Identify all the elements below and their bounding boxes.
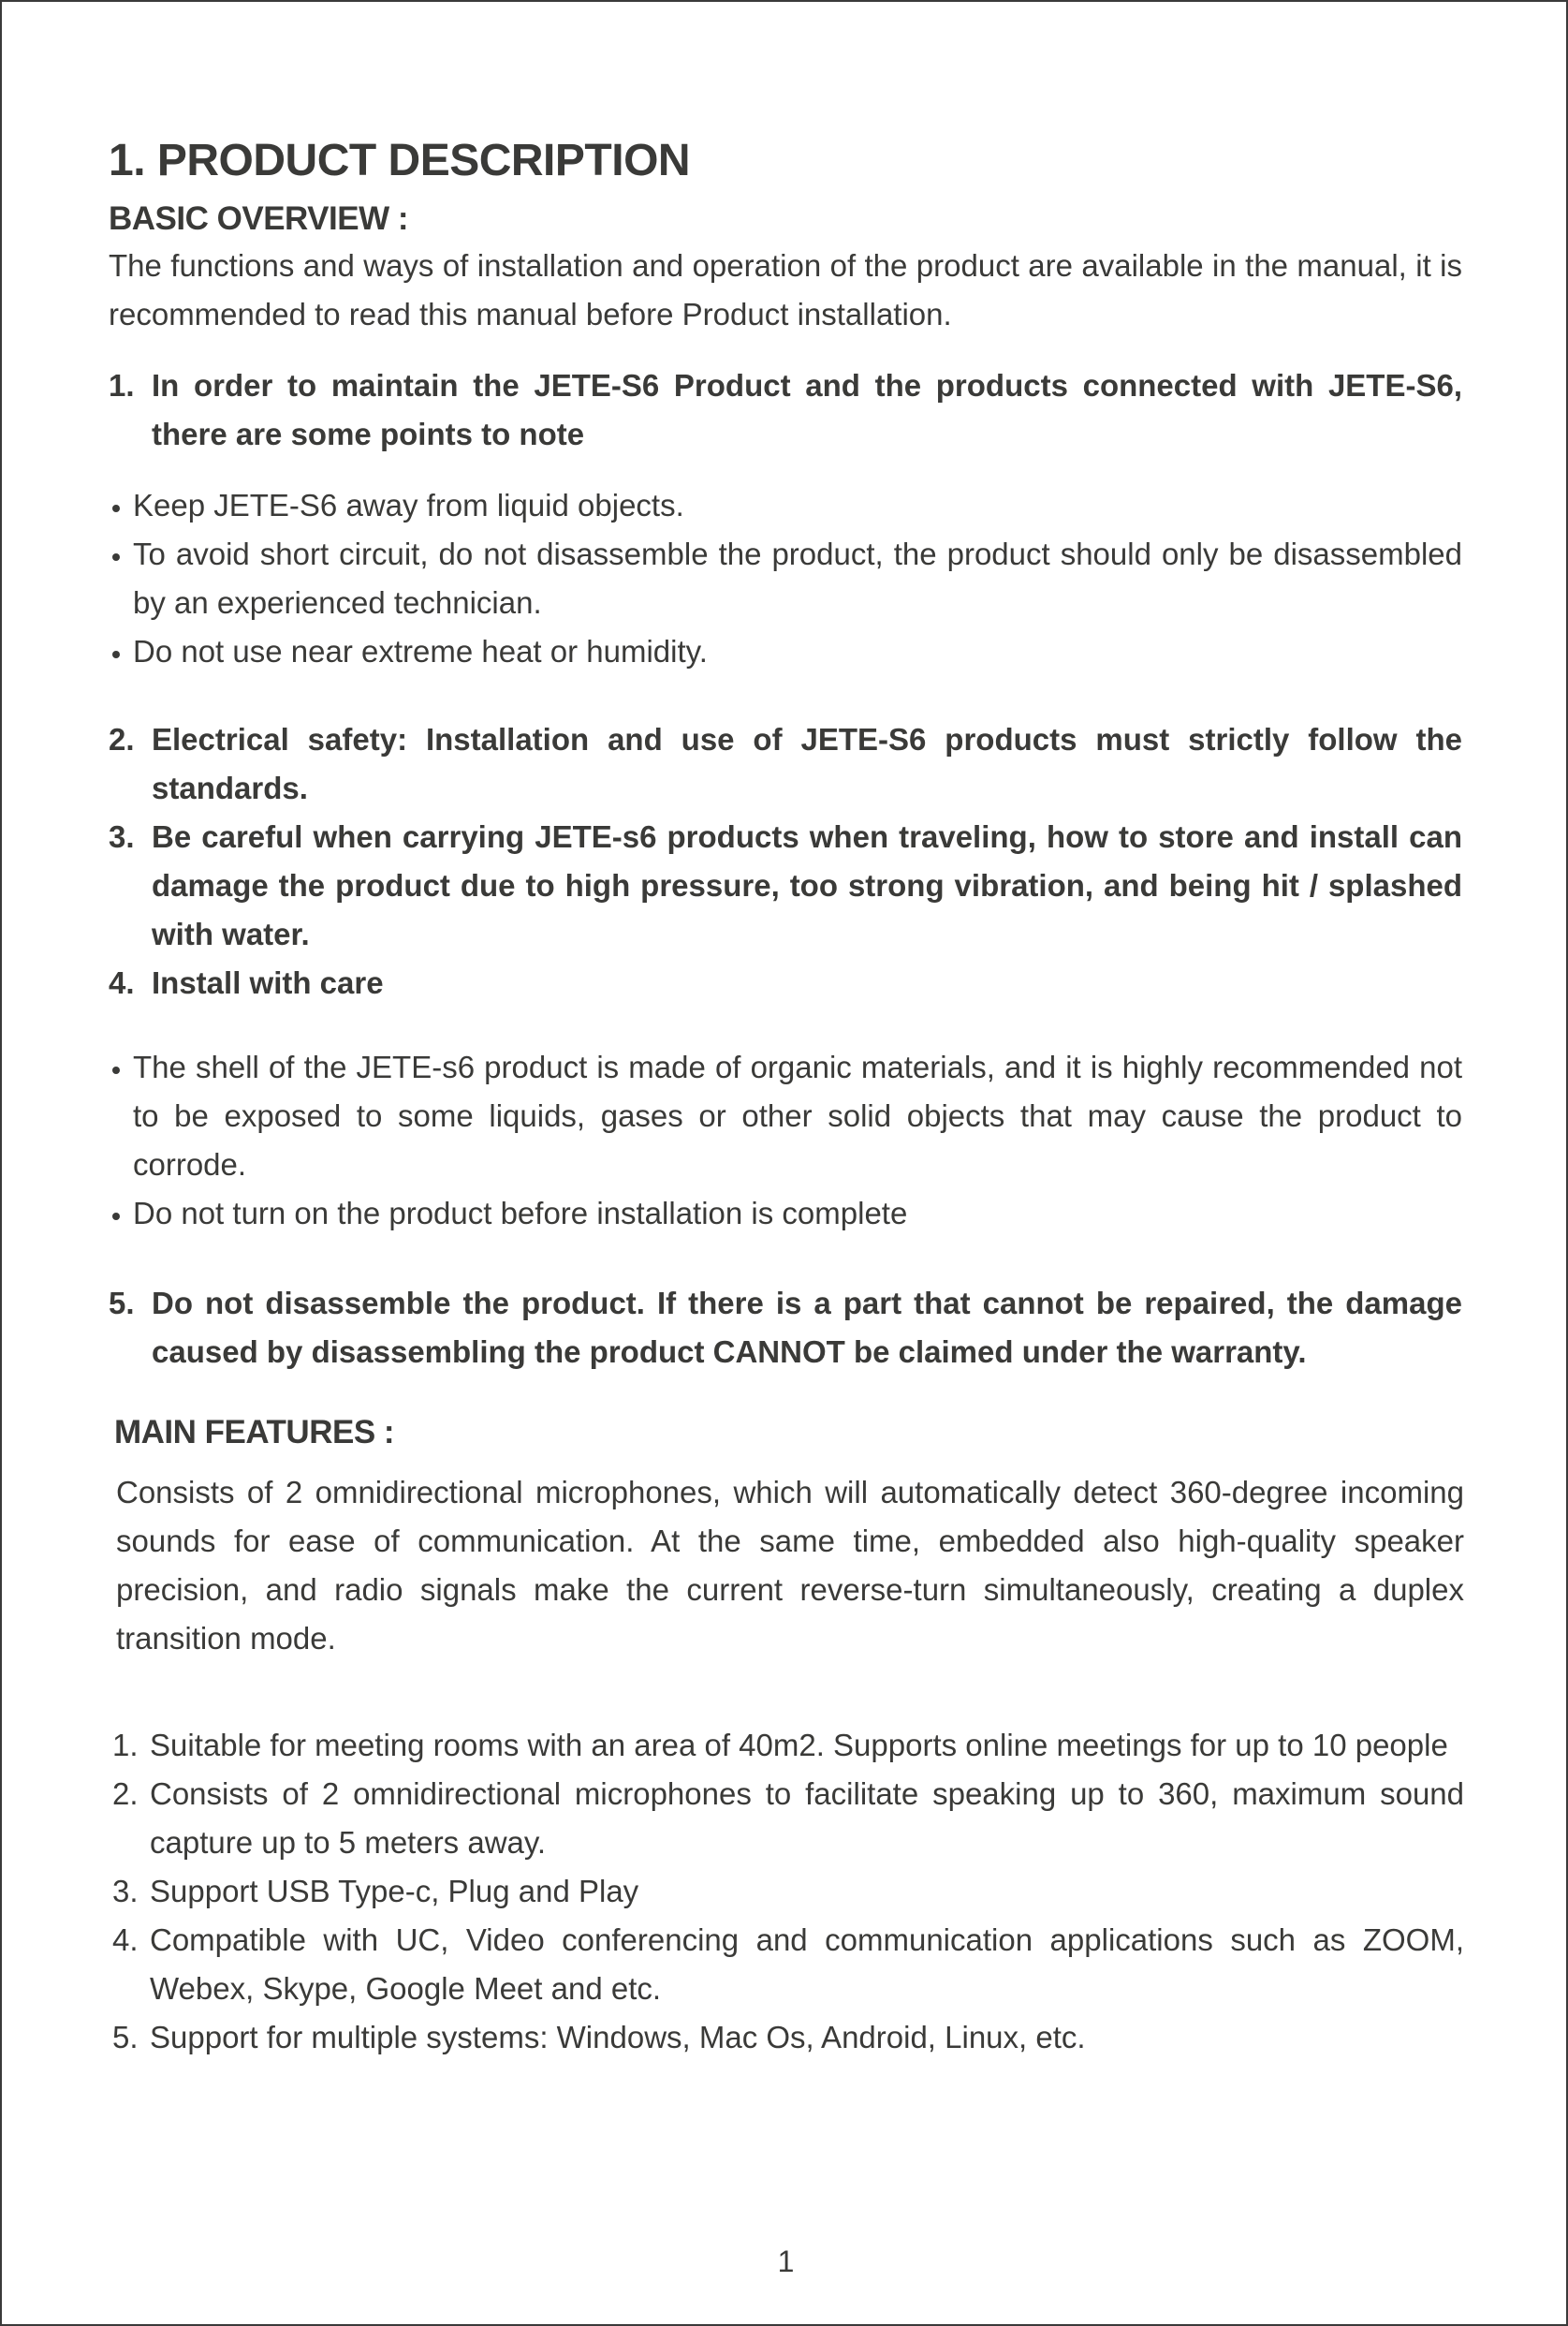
bullet-text: The shell of the JETE-s6 product is made of organic materials, and it is highly recommended not to be exposed to some liquids, gases or other solid objects that may cause the product to corrode. — [133, 1050, 1462, 1182]
overview-point-5 — [109, 1279, 1462, 1376]
feature-text: Support USB Type-c, Plug and Play — [150, 1874, 639, 1908]
bullet-icon — [109, 1189, 133, 1238]
bullet-item — [109, 1189, 1462, 1238]
point-number: 4. — [109, 965, 135, 1000]
point-text: Be careful when carrying JETE-s6 products when traveling, how to store and install can damage the product due to high pressure, too strong vibration, and being hit / splashed with water. — [152, 819, 1462, 951]
overview-point-4 — [109, 959, 1462, 1008]
point-number: 5. — [109, 1286, 135, 1320]
point-text: Do not disassemble the product. If there is a part that cannot be repaired, the damage caused by disassembling the product CANNOT be claimed under the warranty. — [152, 1286, 1462, 1369]
feature-text: Compatible with UC, Video conferencing and communication applications such as ZOOM, Webex, Skype, Google Meet and etc. — [150, 1922, 1464, 2006]
bullet-item — [109, 627, 1462, 676]
point-text: Install with care — [152, 965, 384, 1000]
feature-number: 5. — [112, 2020, 139, 2054]
bullet-item — [109, 1043, 1462, 1189]
bullet-text: Do not turn on the product before installation is complete — [133, 1196, 908, 1230]
section-title: 1. PRODUCT DESCRIPTION — [109, 136, 691, 185]
overview-point-2 — [109, 715, 1462, 813]
feature-item — [112, 1916, 1464, 2013]
feature-number: 4. — [112, 1922, 139, 1957]
main-features-intro: Consists of 2 omnidirectional microphones, which will automatically detect 360-degree incoming sounds for ease of communication. At the same time, embedded also high-quality speaker precision, and radio signals make the current reverse-turn simultaneously, creating a duplex transition mode. — [116, 1475, 1464, 1656]
point-text: Electrical safety: Installation and use of JETE-S6 products must strictly follow the standards. — [152, 722, 1462, 805]
feature-item — [112, 1770, 1464, 1867]
bullet-icon — [109, 627, 133, 676]
overview-point-3 — [109, 813, 1462, 959]
basic-overview-intro: The functions and ways of installation and operation of the product are available in the manual, it is recommended to read this manual before Product installation. — [109, 248, 1462, 331]
point-number: 3. — [109, 819, 135, 854]
feature-item — [112, 1867, 1464, 1916]
feature-number: 1. — [112, 1728, 139, 1762]
main-features-heading: MAIN FEATURES : — [114, 1414, 395, 1450]
feature-item — [112, 1721, 1464, 1770]
bullet-text: To avoid short circuit, do not disassemble the product, the product should only be disassembled by an experienced technician. — [133, 537, 1462, 620]
point-number: 1. — [109, 368, 135, 403]
bullet-icon — [109, 530, 133, 627]
feature-number: 3. — [112, 1874, 139, 1908]
bullet-text: Keep JETE-S6 away from liquid objects. — [133, 488, 684, 523]
overview-point-1 — [109, 361, 1462, 459]
basic-overview-heading: BASIC OVERVIEW : — [109, 200, 409, 237]
main-features-list — [112, 1721, 1464, 2062]
feature-text: Consists of 2 omnidirectional microphones to facilitate speaking up to 360, maximum sound capture up to 5 meters away. — [150, 1776, 1464, 1860]
point-text: In order to maintain the JETE-S6 Product and the products connected with JETE-S6, there are some points to note — [152, 368, 1462, 451]
feature-number: 2. — [112, 1776, 139, 1811]
bullet-text: Do not use near extreme heat or humidity. — [133, 634, 708, 669]
point-1-bullets — [109, 481, 1462, 676]
page-number: 1 — [777, 2245, 795, 2278]
point-4-bullets — [109, 1043, 1462, 1238]
bullet-icon — [109, 481, 133, 530]
feature-item — [112, 2013, 1464, 2062]
bullet-item — [109, 481, 1462, 530]
feature-text: Suitable for meeting rooms with an area of 40m2. Supports online meetings for up to 10 people — [150, 1728, 1448, 1762]
feature-text: Support for multiple systems: Windows, Mac Os, Android, Linux, etc. — [150, 2020, 1086, 2054]
bullet-item — [109, 530, 1462, 627]
bullet-icon — [109, 1043, 133, 1189]
point-number: 2. — [109, 722, 135, 757]
